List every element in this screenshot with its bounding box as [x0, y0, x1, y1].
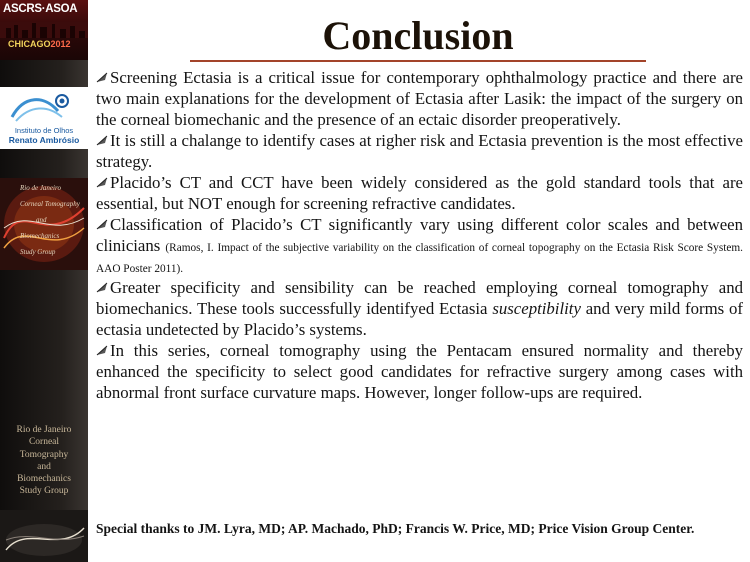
bullet-text: Screening Ectasia is a critical issue for contemporary ophthalmology practice and there are two main explanations for the development of Ectasia after Lasik: the impact of the surgery on the corneal biomechanic and the presence of an ectaic disorder preoperatively.: [96, 68, 743, 129]
bullet-text: It is still a chalange to identify cases at righer risk and Ectasia prevention is the most effective strategy.: [96, 131, 743, 171]
bullet-text: Placido’s CT and CCT have been widely considered as the gold standard tools that are essential, but NOT enough for screening refractive candidates.: [96, 173, 743, 213]
study-group-line: and: [37, 461, 51, 472]
instituto-name-line2: Renato Ambrósio: [8, 135, 80, 145]
bullet-text: In this series, corneal tomography using the Pentacam ensured normality and thereby enhanced the specificity to select good candidates for refractive surgery among cases with abnormal front surface curvature maps. However, longer follow-ups are required.: [96, 341, 743, 402]
mid-caption-line: Corneal Tomography: [20, 200, 80, 208]
chicago-skyline-icon: [0, 22, 88, 38]
bottom-sidebar-graph-icon: [0, 510, 88, 562]
bullet-paragraph: [96, 340, 743, 403]
slide-title: Conclusion: [322, 13, 514, 58]
title-underline: [190, 60, 646, 62]
study-group-line: Study Group: [19, 486, 69, 497]
bullet-list: [96, 67, 743, 403]
arrow-bullet-icon: [96, 218, 109, 231]
bullet-text-after: and very mild forms of ectasia undetected by Placido’s systems.: [96, 299, 743, 339]
bullet-text: Greater specificity and sensibility can be reached employing corneal tomography and biomechanics. These tools successfully identifyed Ectasia: [96, 278, 743, 318]
bullet-paragraph: [96, 277, 743, 340]
study-group-line: Rio de Janeiro: [16, 425, 72, 435]
corneal-map-image: [0, 178, 88, 270]
bullet-paragraph: [96, 130, 743, 172]
study-group-line: Corneal: [28, 437, 60, 448]
study-group-caption: [6, 424, 82, 498]
arrow-bullet-icon: [96, 281, 109, 294]
bullet-italic-text: susceptibility: [492, 299, 581, 318]
bullet-paragraph: [96, 67, 743, 130]
mid-caption-line: Study Group: [20, 248, 56, 256]
arrow-bullet-icon: [96, 176, 109, 189]
bullet-paragraph: [96, 214, 743, 277]
acknowledgements: Special thanks to JM. Lyra, MD; AP. Machado, PhD; Francis W. Price, MD; Price Vision Group Center.: [96, 521, 695, 536]
study-group-line: Biomechanics: [17, 474, 71, 485]
bullet-paragraph: [96, 172, 743, 214]
study-group-line: Tomography: [19, 449, 69, 460]
chicago-2012-text: CHICAGO2012: [8, 39, 71, 49]
instituto-renato-ambrosio-logo: [0, 87, 88, 149]
arrow-bullet-icon: [96, 344, 109, 357]
bullet-text: Classification of Placido’s CT significantly vary using different color scales and between clinicians: [96, 215, 743, 255]
ascrs-asoa-logo: [0, 0, 88, 60]
arrow-bullet-icon: [96, 71, 109, 84]
citation-text: (Ramos, I. Impact of the subjective variability on the classification of corneal topography on the Ectasia Risk Score System. AAO Poster 2011).: [96, 242, 743, 275]
instituto-name-line1: Instituto de Olhos: [14, 126, 74, 135]
sidebar: [0, 0, 88, 562]
mid-caption-line: Biomechanics: [20, 232, 60, 240]
mid-caption-line: Rio de Janeiro: [20, 184, 61, 192]
arrow-bullet-icon: [96, 134, 109, 147]
eye-logo-icon: [0, 87, 88, 127]
ascrs-logo-text: ASCRS·ASOA: [3, 3, 78, 15]
mid-caption-line: and: [36, 216, 47, 224]
